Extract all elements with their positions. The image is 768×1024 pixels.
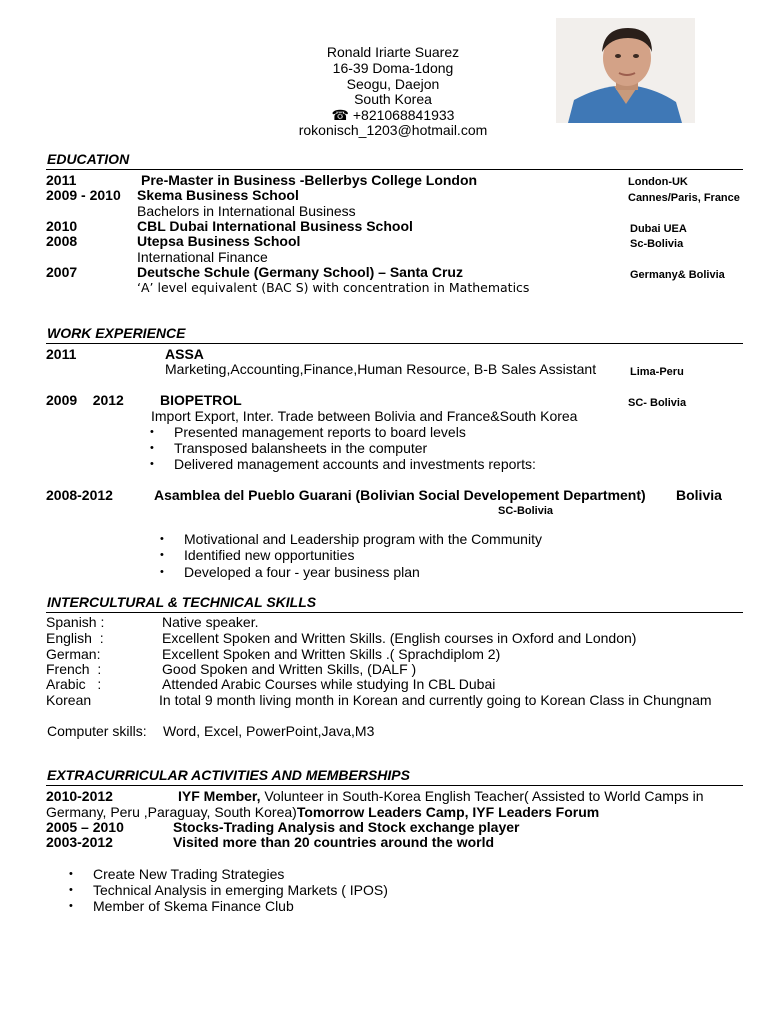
edu-year: 2010 xyxy=(46,218,78,234)
skill-language: French : xyxy=(46,661,102,677)
job-bullet: Presented management reports to board levels xyxy=(174,424,466,440)
contact-address-line2: Seogu, Daejon xyxy=(346,76,440,92)
edu-location: London-UK xyxy=(628,176,688,188)
job-company: Asamblea del Pueblo Guarani (Bolivian Social Developement Department) xyxy=(154,487,646,503)
skill-language: Arabic : xyxy=(46,676,102,692)
contact-email[interactable]: rokonisch_1203@hotmail.com xyxy=(298,122,488,138)
computer-skills-value: Word, Excel, PowerPoint,Java,M3 xyxy=(163,723,375,739)
contact-phone-line xyxy=(250,107,536,123)
job-bullet: Transposed balansheets in the computer xyxy=(174,440,428,456)
edu-year: 2008 xyxy=(46,233,78,249)
bullet-icon: • xyxy=(69,884,73,896)
edu-detail: International Finance xyxy=(137,249,268,265)
skill-description: In total 9 month living month in Korean and currently going to Korean Class in Chungnam xyxy=(159,692,712,708)
activity-year: 2005 – 2010 xyxy=(46,819,124,835)
education-heading: EDUCATION xyxy=(47,151,130,167)
edu-location: Dubai UEA xyxy=(630,223,687,235)
extracurricular-divider xyxy=(46,785,743,786)
education-divider xyxy=(46,169,743,170)
job-role: Marketing,Accounting,Finance,Human Resource, B-B Sales Assistant xyxy=(165,361,597,377)
job-country: Bolivia xyxy=(676,487,722,503)
skill-language: English : xyxy=(46,630,104,646)
job-role: Import Export, Inter. Trade between Bolivia and France&South Korea xyxy=(151,408,578,424)
skill-language: Spanish : xyxy=(46,614,105,630)
bullet-icon: • xyxy=(150,426,154,438)
job-year: 2009 2012 xyxy=(46,392,124,408)
edu-title: Pre-Master in Business -Bellerbys College London xyxy=(141,172,478,188)
activity-title: Stocks-Trading Analysis and Stock exchange player xyxy=(173,819,520,835)
job-location: SC- Bolivia xyxy=(628,397,687,409)
activity-text: Volunteer in South-Korea English Teacher( Assisted to World Camps in xyxy=(260,788,704,804)
job-location: SC-Bolivia xyxy=(498,505,554,517)
activity-bullet: Technical Analysis in emerging Markets ( IPOS) xyxy=(93,882,388,898)
bullet-icon: • xyxy=(69,868,73,880)
edu-year: 2009 - 2010 xyxy=(46,187,121,203)
skill-description: Excellent Spoken and Written Skills. (English courses in Oxford and London) xyxy=(162,630,637,646)
skill-description: Attended Arabic Courses while studying In CBL Dubai xyxy=(162,676,496,692)
job-year: 2011 xyxy=(46,346,77,362)
activity-year: 2010-2012 xyxy=(46,788,113,804)
edu-title: Deutsche Schule (Germany School) – Santa Cruz xyxy=(137,264,463,280)
bullet-icon: • xyxy=(160,566,164,578)
activity-bullet: Create New Trading Strategies xyxy=(93,866,285,882)
job-bullet: Motivational and Leadership program with the Community xyxy=(184,531,542,547)
contact-phone: +821068841933 xyxy=(352,107,455,123)
job-company: ASSA xyxy=(165,346,204,362)
contact-name: Ronald Iriarte Suarez xyxy=(326,44,460,60)
activity-line xyxy=(178,788,704,804)
edu-title: CBL Dubai International Business School xyxy=(137,218,413,234)
job-company: BIOPETROL xyxy=(160,392,242,408)
bullet-icon: • xyxy=(160,549,164,561)
skill-description: Native speaker. xyxy=(162,614,259,630)
bullet-icon: • xyxy=(150,442,154,454)
edu-year: 2011 xyxy=(46,172,77,188)
contact-country: South Korea xyxy=(354,91,432,107)
work-heading: WORK EXPERIENCE xyxy=(47,325,186,341)
edu-location: Sc-Bolivia xyxy=(630,238,684,250)
job-bullet: Identified new opportunities xyxy=(184,547,355,563)
edu-title: Utepsa Business School xyxy=(137,233,301,249)
activity-title: Tomorrow Leaders Camp, IYF Leaders Forum xyxy=(296,804,600,820)
job-location: Lima-Peru xyxy=(630,366,684,378)
activity-bullet: Member of Skema Finance Club xyxy=(93,898,294,914)
contact-address-line1: 16-39 Doma-1dong xyxy=(332,60,454,76)
job-bullet: Developed a four - year business plan xyxy=(184,564,420,580)
skill-language: German: xyxy=(46,646,101,662)
activity-line xyxy=(46,804,599,820)
job-bullet: Delivered management accounts and investments reports: xyxy=(174,456,536,472)
activity-title: IYF Member, xyxy=(178,788,261,804)
bullet-icon: • xyxy=(150,458,154,470)
bullet-icon: • xyxy=(69,900,73,912)
edu-location: Cannes/Paris, France xyxy=(628,192,740,204)
activity-title: Visited more than 20 countries around the world xyxy=(173,834,495,850)
phone-icon: ☎ xyxy=(331,107,349,123)
skills-divider xyxy=(46,612,743,613)
edu-title: Skema Business School xyxy=(137,187,299,203)
computer-skills-label: Computer skills: xyxy=(47,723,147,739)
skill-description: Excellent Spoken and Written Skills .( Sprachdiplom 2) xyxy=(162,646,501,662)
job-year: 2008-2012 xyxy=(46,487,113,503)
skill-language: Korean xyxy=(46,692,92,708)
activity-text: Germany, Peru ,Paraguay, South Korea) xyxy=(46,804,297,820)
edu-location: Germany& Bolivia xyxy=(630,269,725,281)
skill-description: Good Spoken and Written Skills, (DALF ) xyxy=(162,661,417,677)
bullet-icon: • xyxy=(160,533,164,545)
profile-photo xyxy=(556,18,695,123)
skills-heading: INTERCULTURAL & TECHNICAL SKILLS xyxy=(47,594,317,610)
edu-detail: ‘A’ level equivalent (BAC S) with concentration in Mathematics xyxy=(137,280,530,295)
extracurricular-heading: EXTRACURRICULAR ACTIVITIES AND MEMBERSHIPS xyxy=(47,767,410,783)
edu-year: 2007 xyxy=(46,264,78,280)
edu-detail: Bachelors in International Business xyxy=(137,203,356,219)
work-divider xyxy=(46,343,743,344)
activity-year: 2003-2012 xyxy=(46,834,113,850)
